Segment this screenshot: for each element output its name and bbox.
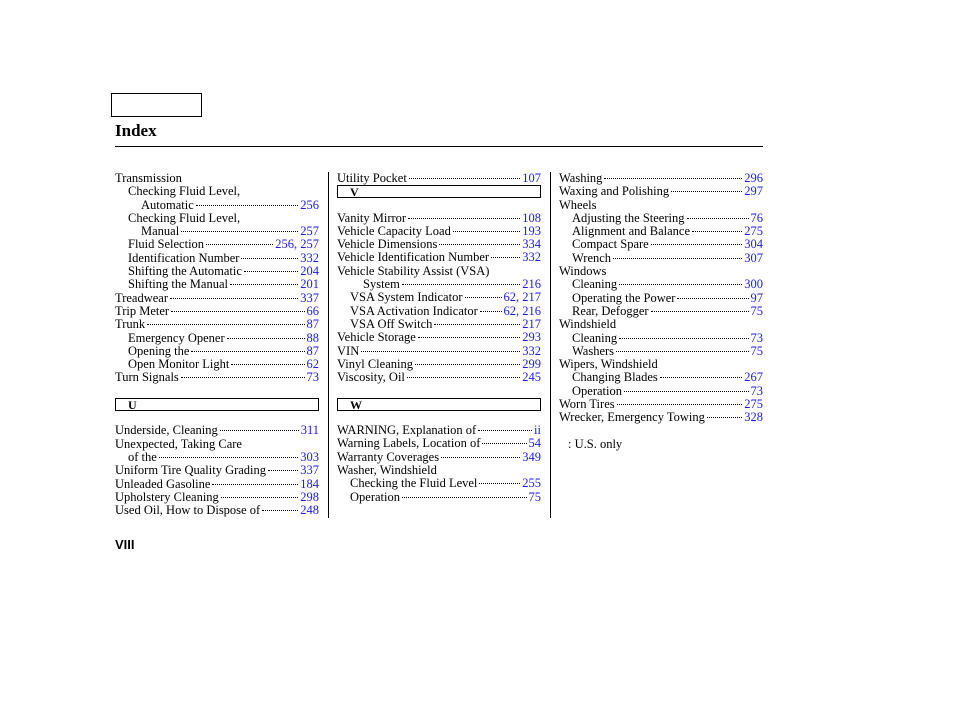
page-reference-link[interactable]: 298 <box>300 490 319 504</box>
entry-term: Waxing and Polishing <box>559 185 670 199</box>
entry-term: Worn Tires <box>559 398 615 412</box>
dot-leader <box>244 271 298 272</box>
entry-term: Warning Labels, Location of <box>337 437 481 451</box>
section-letter: U <box>115 398 319 411</box>
page-reference-link[interactable]: 62 <box>306 358 319 372</box>
entry-term: VSA System Indicator <box>350 291 463 305</box>
entry-term: Underside, Cleaning <box>115 424 218 438</box>
dot-leader <box>624 391 749 392</box>
dot-leader <box>206 244 273 245</box>
dot-leader <box>617 404 743 405</box>
page-reference-link[interactable]: 267 <box>744 371 763 385</box>
index-entry <box>337 424 541 437</box>
page-reference-link[interactable]: 257 <box>300 225 319 239</box>
spacer <box>337 384 541 397</box>
index-entry <box>115 172 319 185</box>
page-reference-link[interactable]: 216 <box>522 278 541 292</box>
dot-leader <box>402 284 520 285</box>
index-entry <box>559 252 763 265</box>
entry-term: Manual <box>141 225 180 239</box>
page-reference-link[interactable]: 184 <box>300 477 319 491</box>
entry-term: Operation <box>572 384 622 398</box>
entry-term: Unexpected, Taking Care <box>115 437 242 451</box>
entry-term: Shifting the Manual <box>128 278 228 292</box>
dot-leader <box>407 377 520 378</box>
dot-leader <box>402 497 527 498</box>
index-entry <box>115 424 319 437</box>
dot-leader <box>619 284 742 285</box>
entry-term: Wrench <box>572 251 612 265</box>
entry-term: Compact Spare <box>572 238 649 252</box>
index-entry <box>559 265 763 278</box>
index-entry <box>337 238 541 251</box>
entry-term: Washer, Windshield <box>337 463 437 477</box>
page-reference-link[interactable]: 73 <box>306 371 319 385</box>
spacer <box>115 411 319 424</box>
dot-leader <box>220 430 299 431</box>
page-reference-link[interactable]: 337 <box>300 291 319 305</box>
entry-term: Automatic <box>141 198 194 212</box>
dot-leader <box>196 205 298 206</box>
page-reference-link[interactable]: 334 <box>522 238 541 252</box>
index-entry <box>115 212 319 225</box>
page-reference-link[interactable]: 76 <box>750 211 763 225</box>
dot-leader <box>231 364 304 365</box>
entry-term: Wipers, Windshield <box>559 358 658 372</box>
page-reference-link[interactable]: 332 <box>300 251 319 265</box>
index-entry <box>559 185 763 198</box>
dot-leader <box>660 377 742 378</box>
dot-leader <box>671 191 742 192</box>
entry-term: Windshield <box>559 318 617 332</box>
index-entry <box>337 172 541 185</box>
entry-term: Checking the Fluid Level <box>350 477 478 491</box>
entry-term: Alignment and Balance <box>572 225 691 239</box>
index-entry <box>559 212 763 225</box>
entry-term: Turn Signals <box>115 371 179 385</box>
index-entry <box>115 491 319 504</box>
dot-leader <box>707 417 742 418</box>
page-title: Index <box>115 121 157 140</box>
index-entry <box>115 504 319 517</box>
index-entry <box>115 292 319 305</box>
dot-leader <box>677 298 748 299</box>
page-reference-link[interactable]: 307 <box>744 251 763 265</box>
entry-term: Checking Fluid Level, <box>128 185 241 199</box>
index-column-2 <box>337 172 541 504</box>
page-reference-link[interactable]: ii <box>534 424 541 438</box>
entry-term: Washing <box>559 172 603 185</box>
entry-term: Operating the Power <box>572 291 676 305</box>
page-reference-link[interactable]: 256, 257 <box>275 238 319 252</box>
page-reference-link[interactable]: 255 <box>522 477 541 491</box>
entry-term: Uniform Tire Quality Grading <box>115 464 267 478</box>
index-entry <box>115 185 319 198</box>
column-divider <box>328 172 329 518</box>
page-reference-link[interactable]: 75 <box>750 304 763 318</box>
spacer <box>115 385 319 398</box>
page-reference-link[interactable]: 349 <box>522 450 541 464</box>
page-reference-link[interactable]: 300 <box>744 278 763 292</box>
index-entry <box>115 345 319 358</box>
entry-term: Vinyl Cleaning <box>337 357 413 371</box>
index-entry <box>115 318 319 331</box>
entry-term: Identification Number <box>128 251 240 265</box>
dot-leader <box>651 244 743 245</box>
dot-leader <box>408 218 520 219</box>
index-entry <box>559 305 763 318</box>
index-entry <box>337 305 541 318</box>
index-entry <box>559 199 763 212</box>
page-reference-link[interactable]: 54 <box>528 437 541 451</box>
dot-leader <box>439 244 520 245</box>
entry-term: Transmission <box>115 172 182 185</box>
index-entry <box>559 358 763 371</box>
index-entry <box>115 358 319 371</box>
page-reference-link[interactable]: 73 <box>750 331 763 345</box>
index-entry <box>559 278 763 291</box>
index-entry <box>337 345 541 358</box>
dot-leader <box>453 231 520 232</box>
page-reference-link[interactable]: 97 <box>750 291 763 305</box>
page-reference-link[interactable]: 87 <box>306 344 319 358</box>
dot-leader <box>479 483 520 484</box>
index-entry <box>115 332 319 345</box>
dot-leader <box>230 284 298 285</box>
index-entry <box>115 478 319 491</box>
index-entry <box>115 305 319 318</box>
index-entry <box>559 172 763 185</box>
index-entry <box>559 238 763 251</box>
dot-leader <box>604 178 742 179</box>
dot-leader <box>415 364 520 365</box>
entry-term: Rear, Defogger <box>572 304 649 318</box>
index-entry <box>337 477 541 490</box>
index-entry <box>115 265 319 278</box>
dot-leader <box>441 457 520 458</box>
dot-leader <box>147 324 304 325</box>
index-entry <box>559 371 763 384</box>
entry-term: Checking Fluid Level, <box>128 211 241 225</box>
entry-term: Shifting the Automatic <box>128 265 242 279</box>
page-reference-link[interactable]: 328 <box>744 411 763 425</box>
page-reference-link[interactable]: 275 <box>744 398 763 412</box>
title-divider <box>115 146 763 147</box>
dot-leader <box>221 497 298 498</box>
entry-term: Emergency Opener <box>128 331 225 345</box>
entry-term: Open Monitor Light <box>128 358 230 372</box>
dot-leader <box>159 457 298 458</box>
entry-term: Vehicle Stability Assist (VSA) <box>337 264 490 278</box>
entry-term: Vehicle Dimensions <box>337 238 438 252</box>
page-reference-link[interactable]: 293 <box>522 331 541 345</box>
dot-leader <box>651 311 749 312</box>
dot-leader <box>478 430 532 431</box>
page-reference-link[interactable]: 332 <box>522 344 541 358</box>
entry-term: Trunk <box>115 318 146 332</box>
page-reference-link[interactable]: 332 <box>522 251 541 265</box>
entry-term: Used Oil, How to Dispose of <box>115 504 261 518</box>
page-reference-link[interactable]: 201 <box>300 278 319 292</box>
index-entry <box>337 464 541 477</box>
page-reference-link[interactable]: 75 <box>528 490 541 504</box>
entry-term: of the <box>128 450 157 464</box>
index-entry <box>337 265 541 278</box>
index-entry <box>115 451 319 464</box>
dot-leader <box>434 324 520 325</box>
entry-term: Treadwear <box>115 291 168 305</box>
page-number: VIII <box>115 537 135 552</box>
index-entry <box>337 331 541 344</box>
index-entry <box>115 199 319 212</box>
entry-term: Viscosity, Oil <box>337 371 405 385</box>
entry-term: Changing Blades <box>572 371 658 385</box>
index-entry <box>337 278 541 291</box>
footnote: : U.S. only <box>568 437 623 451</box>
page-reference-link[interactable]: 303 <box>300 450 319 464</box>
index-entry <box>559 225 763 238</box>
entry-term: Windows <box>559 265 607 279</box>
index-entry <box>115 371 319 384</box>
page-reference-link[interactable]: 62, 217 <box>503 291 541 305</box>
index-column-3 <box>559 172 763 451</box>
dot-leader <box>409 178 520 179</box>
index-entry <box>337 358 541 371</box>
index-entry <box>559 385 763 398</box>
page-reference-link[interactable]: 107 <box>522 172 541 185</box>
index-entry <box>115 238 319 251</box>
index-entry <box>337 251 541 264</box>
entry-term: Cleaning <box>572 331 618 345</box>
index-entry <box>559 411 763 424</box>
dot-leader <box>613 258 742 259</box>
column-divider <box>550 172 551 518</box>
page-reference-link[interactable]: 108 <box>522 211 541 225</box>
index-entry <box>115 464 319 477</box>
page-reference-link[interactable]: 299 <box>522 357 541 371</box>
dot-leader <box>687 218 749 219</box>
dot-leader <box>181 231 298 232</box>
dot-leader <box>171 311 304 312</box>
index-entry <box>337 318 541 331</box>
entry-term: Upholstery Cleaning <box>115 490 219 504</box>
index-tab-box <box>111 93 202 117</box>
entry-term: Wrecker, Emergency Towing <box>559 411 705 425</box>
index-entry <box>337 451 541 464</box>
entry-term: Adjusting the Steering <box>572 211 685 225</box>
page-reference-link[interactable]: 88 <box>306 331 319 345</box>
entry-term: Operation <box>350 490 400 504</box>
dot-leader <box>491 257 520 258</box>
page-reference-link[interactable]: 73 <box>750 384 763 398</box>
index-entry <box>559 292 763 305</box>
page-reference-link[interactable]: 256 <box>300 198 319 212</box>
index-column-1 <box>115 172 319 517</box>
index-entry <box>337 225 541 238</box>
dot-leader <box>227 338 305 339</box>
dot-leader <box>212 484 298 485</box>
index-entry <box>115 278 319 291</box>
dot-leader <box>480 311 502 312</box>
page-reference-link[interactable]: 87 <box>306 318 319 332</box>
page-reference-link[interactable]: 245 <box>522 371 541 385</box>
entry-term: Unleaded Gasoline <box>115 477 211 491</box>
page-reference-link[interactable]: 62, 216 <box>503 304 541 318</box>
page-reference-link[interactable]: 217 <box>522 317 541 331</box>
dot-leader <box>692 231 742 232</box>
spacer <box>337 411 541 424</box>
index-entry <box>559 332 763 345</box>
entry-term: VSA Activation Indicator <box>350 304 478 318</box>
entry-term: System <box>363 278 400 292</box>
page-reference-link[interactable]: 297 <box>744 185 763 199</box>
index-entry <box>115 252 319 265</box>
entry-term: VSA Off Switch <box>350 317 433 331</box>
index-entry <box>115 438 319 451</box>
index-entry <box>115 225 319 238</box>
spacer <box>337 198 541 211</box>
entry-term: VIN <box>337 344 360 358</box>
page-reference-link[interactable]: 204 <box>300 265 319 279</box>
dot-leader <box>361 351 520 352</box>
index-entry <box>337 371 541 384</box>
dot-leader <box>482 443 526 444</box>
entry-term: Utility Pocket <box>337 172 407 185</box>
page-reference-link[interactable]: 248 <box>300 504 319 518</box>
entry-term: Vanity Mirror <box>337 211 407 225</box>
entry-term: Vehicle Storage <box>337 331 416 345</box>
index-entry <box>337 437 541 450</box>
entry-term: Trip Meter <box>115 304 170 318</box>
entry-term: Fluid Selection <box>128 238 205 252</box>
dot-leader <box>268 470 298 471</box>
dot-leader <box>241 258 298 259</box>
dot-leader <box>418 337 520 338</box>
page-reference-link[interactable]: 75 <box>750 344 763 358</box>
dot-leader <box>619 338 748 339</box>
entry-term: Wheels <box>559 198 597 212</box>
index-entry <box>337 291 541 304</box>
dot-leader <box>465 297 502 298</box>
entry-term: Cleaning <box>572 278 618 292</box>
index-entry <box>337 212 541 225</box>
entry-term: Warranty Coverages <box>337 450 440 464</box>
dot-leader <box>181 377 305 378</box>
entry-term: Vehicle Identification Number <box>337 251 490 265</box>
index-entry <box>559 398 763 411</box>
page-reference-link[interactable]: 337 <box>300 464 319 478</box>
entry-term: WARNING, Explanation of <box>337 424 477 438</box>
page-reference-link[interactable]: 275 <box>744 225 763 239</box>
page-reference-link[interactable]: 296 <box>744 172 763 185</box>
dot-leader <box>616 351 748 352</box>
section-letter: W <box>337 398 541 411</box>
page-reference-link[interactable]: 66 <box>306 304 319 318</box>
entry-term: Opening the <box>128 344 190 358</box>
index-entry <box>559 318 763 331</box>
dot-leader <box>262 510 298 511</box>
entry-term: Vehicle Capacity Load <box>337 224 451 238</box>
entry-term: Washers <box>572 344 615 358</box>
index-entry <box>337 491 541 504</box>
section-letter: V <box>337 185 541 198</box>
index-entry <box>559 345 763 358</box>
dot-leader <box>191 351 304 352</box>
spacer <box>559 425 763 438</box>
page-reference-link[interactable]: 311 <box>300 424 319 438</box>
dot-leader <box>170 298 298 299</box>
page-reference-link[interactable]: 193 <box>522 224 541 238</box>
page-reference-link[interactable]: 304 <box>744 238 763 252</box>
